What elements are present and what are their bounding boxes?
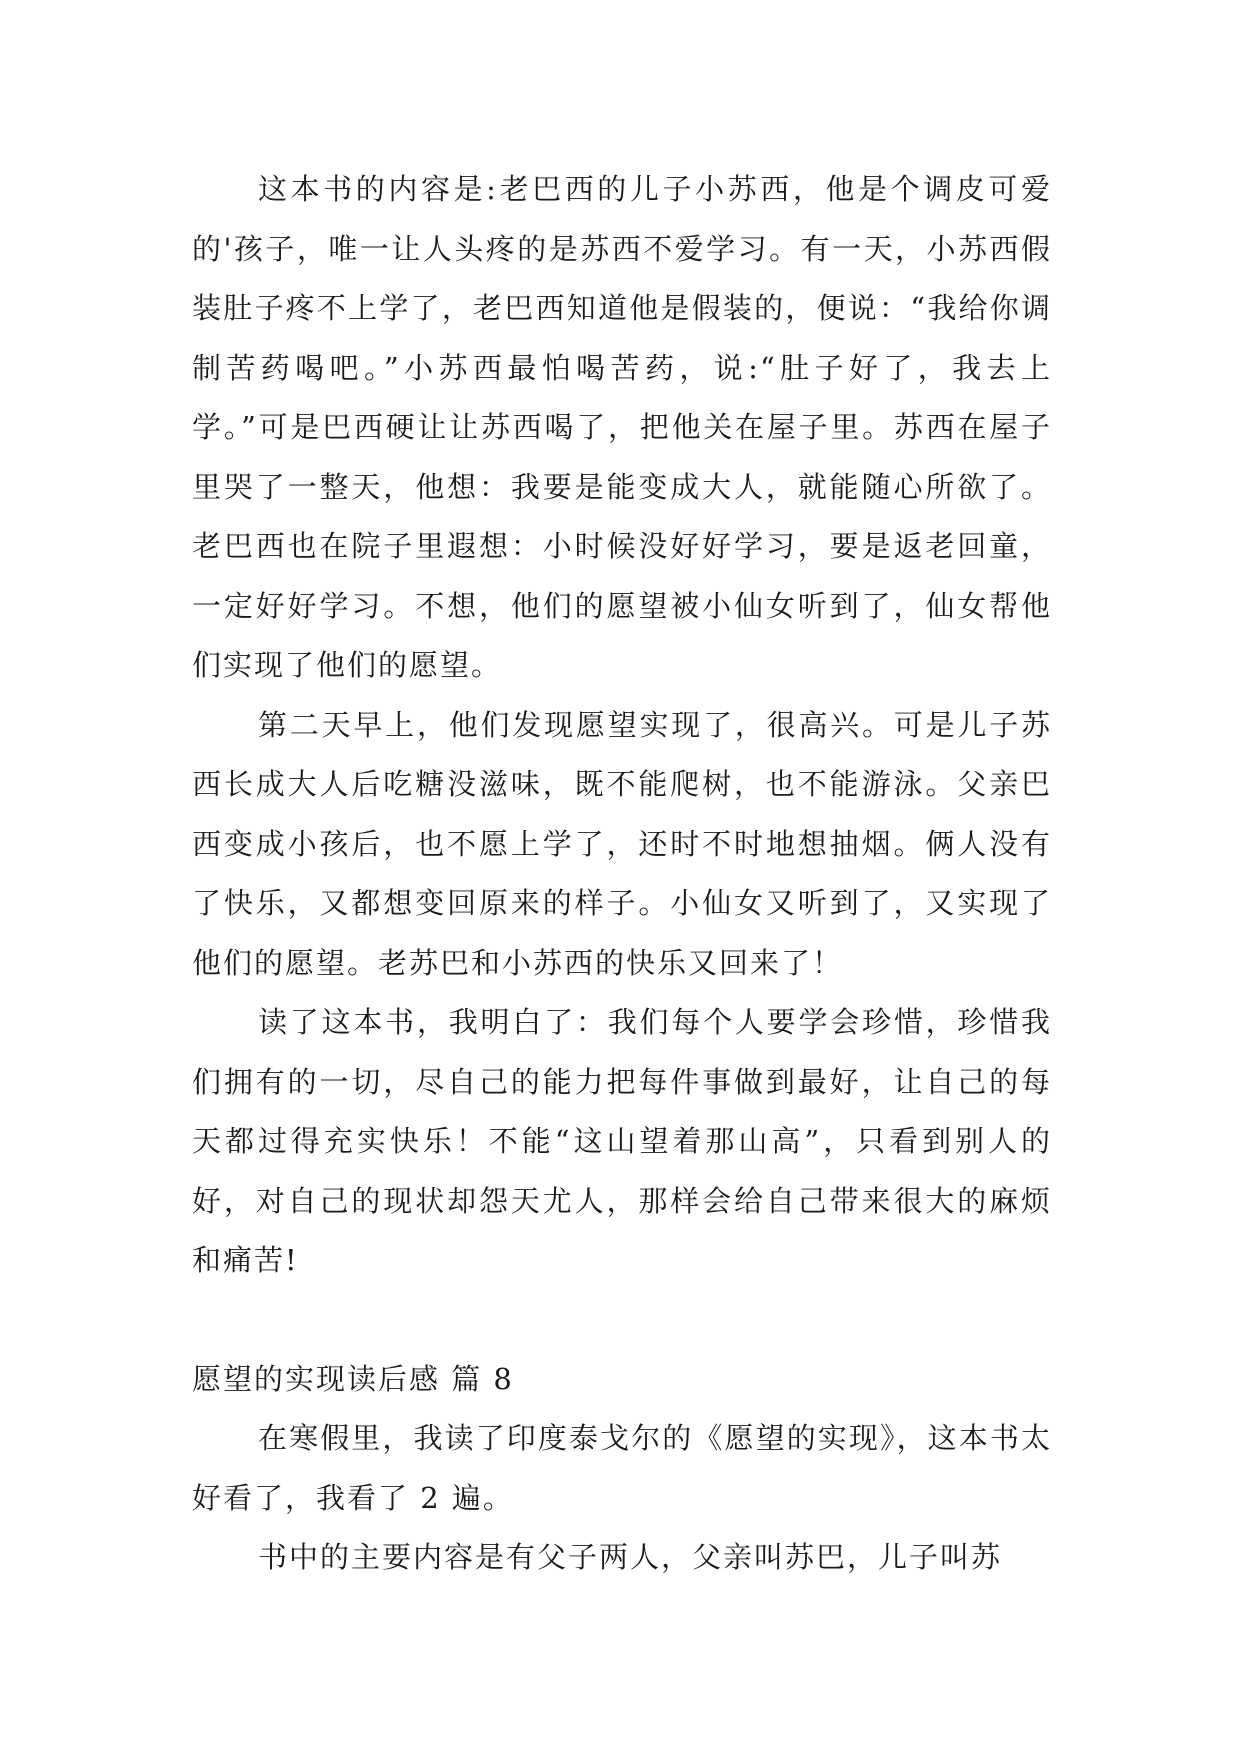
paragraph-next-day: 第二天早上，他们发现愿望实现了，很高兴。可是儿子苏西长成大人后吃糖没滋味，既不能爬树，也不能游泳。父亲巴西变成小孩后，也不愿上学了，还时不时地想抽烟。俩人没有了快乐，又都想变回原来的样子。小仙女又听到了，又实现了他们的愿望。老苏巴和小苏西的快乐又回来了！: [192, 707, 1052, 980]
paragraph-winter-break: 在寒假里，我读了印度泰戈尔的《愿望的实现》，这本书太好看了，我看了 2 遍。: [192, 1421, 1052, 1515]
paragraph-main-content: 书中的主要内容是有父子两人，父亲叫苏巴，儿子叫苏: [258, 1540, 1003, 1574]
paragraph-story-summary: 这本书的内容是:老巴西的儿子小苏西，他是个调皮可爱的'孩子，唯一让人头疼的是苏西不爱学习。有一天，小苏西假装肚子疼不上学了，老巴西知道他是假装的，便说：“我给你调制苦药喝吧。”小苏西最怕喝苦药，说:“肚子好了，我去上学。”可是巴西硬让让苏西喝了，把他关在屋子里。苏西在屋子里哭了一整天，他想：我要是能变成大人，就能随心所欲了。老巴西也在院子里遐想：小时候没好好学习，要是返老回童，一定好好学习。不想，他们的愿望被小仙女听到了，仙女帮他们实现了他们的愿望。: [192, 172, 1052, 682]
section-heading: 愿望的实现读后感 篇 8: [192, 1361, 514, 1396]
paragraph-reflection: 读了这本书，我明白了：我们每个人要学会珍惜，珍惜我们拥有的一切，尽自己的能力把每件事做到最好，让自己的每天都过得充实快乐！不能“这山望着那山高”，只看到别人的好，对自己的现状却怨天尤人，那样会给自己带来很大的麻烦和痛苦!: [192, 1005, 1052, 1277]
document-page: [192, 160, 1052, 1588]
